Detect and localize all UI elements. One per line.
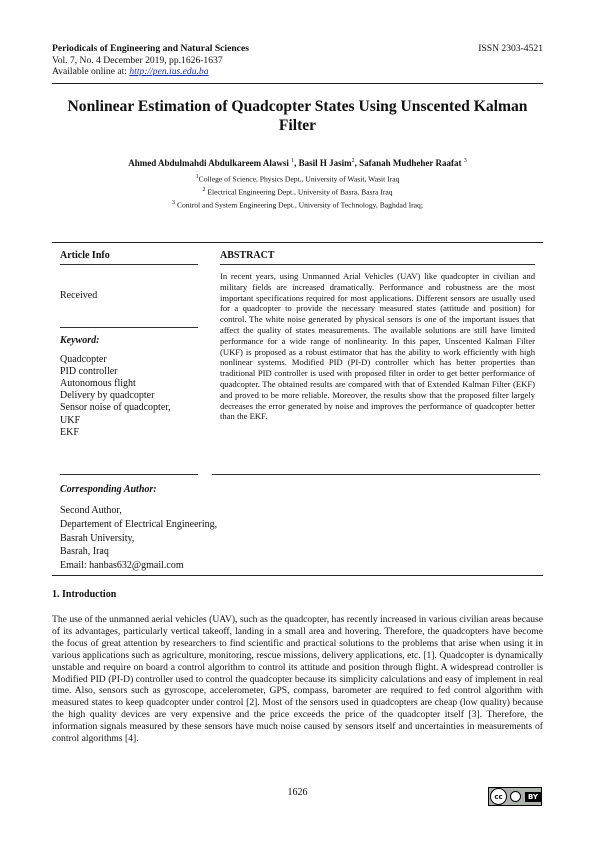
keyword-item: Delivery by quadcopter — [60, 390, 155, 402]
keyword-item: PID controller — [60, 365, 118, 377]
affiliation-3: $^3$ Control and System Engineering Dept., University of Technology, Baghdad Iraq; — [172, 200, 423, 210]
journal-link[interactable]: http://pen.ius.edu.ba — [129, 66, 209, 77]
frontmatter-rule-top — [52, 242, 543, 243]
keyword-item: Autonomous flight — [60, 377, 136, 389]
journal-name: Periodicals of Engineering and Natural Sciences — [52, 43, 249, 54]
creative-commons-icon: cc — [490, 788, 507, 805]
header-rule — [52, 83, 543, 84]
introduction-heading: 1. Introduction — [52, 589, 117, 600]
keyword-heading: Keyword: — [60, 334, 100, 346]
author-list: Ahmed Abdulmahdi Abdulkareem Alawsi $^1$, Basil H Jasim$^2$, Safanah Mudheher Raafat $^3$ — [128, 158, 467, 168]
keyword-list — [60, 354, 198, 439]
frontmatter-rule-bottom — [52, 575, 543, 576]
affiliation-2: $^2$ Electrical Engineering Dept., University of Basra, Basra Iraq — [202, 187, 393, 197]
paper-title: Nonlinear Estimation of Quadcopter States Using Unscented Kalman Filter — [67, 98, 528, 134]
affiliations — [52, 172, 543, 211]
keyword-item: EKF — [60, 426, 79, 438]
issn: ISSN 2303-4521 — [478, 43, 543, 54]
article-info-heading: Article Info — [60, 250, 110, 261]
article-info-column — [60, 250, 198, 439]
online-info: Available online at: http://pen.ius.edu.ba — [52, 66, 209, 77]
keyword-item: Sensor noise of quadcopter, — [60, 402, 171, 414]
corresponding-details: Second Author, Departement of Electrical Engineering, Basrah University, Basrah, Iraq Email: hanbas632@gmail.com — [60, 504, 530, 573]
volume-info: Vol. 7, No. 4 December 2019, pp.1626-1637 — [52, 54, 223, 66]
corresponding-heading: Corresponding Author: — [60, 484, 157, 495]
keyword-item: UKF — [60, 414, 81, 426]
affiliation-1: $^1$College of Science, Physics Dept., University of Wasit, Wasit Iraq — [195, 174, 400, 184]
corresponding-author — [60, 484, 530, 573]
corresponding-email[interactable]: Email: hanbas632@gmail.com — [60, 560, 184, 572]
cc-license-badge[interactable] — [488, 787, 542, 806]
journal-header — [52, 43, 543, 78]
abstract-heading: ABSTRACT — [220, 250, 275, 261]
attribution-person-icon — [510, 791, 521, 802]
page-number: 1626 — [287, 787, 308, 798]
abstract-text: In recent years, using Unmanned Arial Vehicles (UAV) like quadcopter in civilian and military fields are increased dramatically. Performance and robustness are the most important specifications required for most applications. Different sensors are usually used for a quadcopter to provide the necessary measured states (attitude and position) for control. The white noise generated by physical sensors is one of the important issues that affect the quality of states measurements. The available solutions are still have limited performance for a wide range of nonlinearity. In this paper, Unscented Kalman Filter (UKF) is proposed as a robust estimator that has the ability to work efficiently with high nonlinear systems. Modified PID (PI-D) controller which has better properties than traditional PID controller is used with proposed filter in order to get better performance of quadcopter. The obtained results are compared with that of Extended Kalman Filter (EKF) and proved to be more reliable. Moreover, the results show that the proposed filter largely decreases the error generated by noise and improves the performance of quadcopter better than the EKF. — [220, 271, 535, 422]
received-label: Received — [60, 290, 98, 301]
abstract-column — [220, 250, 535, 422]
keyword-item: Quadcopter — [60, 353, 107, 365]
introduction-text: The use of the unmanned aerial vehicles (UAV), such as the quadcopter, has recently increased in various civilian areas because of its advantages, particularly vertical takeoff, landing in a small area and hovering. Therefore, the quadcopters have become the focus of great attention by researchers to find scientific and practical solutions to the problems that arise when using it in various applications such as agriculture, monitoring, rescue missions, delivery applications, etc. [1]. Quadcopter is dynamically unstable and require on board a control algorithm to control its attitude and position through flight. A widespread controller is Modified PID (PI-D) controller used to control the quadcopter because its simplicity calculations and easy of implement in real time. Also, sensors such as gyroscope, accelerometer, GPS, compass, barometer are required to fed control algorithm with measured states to keep quadcopter under control [2]. Most of the sensors used in quadcopters are cheap (low quality) because the high quality devices are very expensive and the price exceeds the price of the quadcopter itself [3]. Therefore, the information signals measured by these sensors have much noise caused by sensors itself and uncertainties in measurements of control algorithms [4]. — [52, 614, 543, 745]
license-by-label: BY — [525, 792, 541, 802]
